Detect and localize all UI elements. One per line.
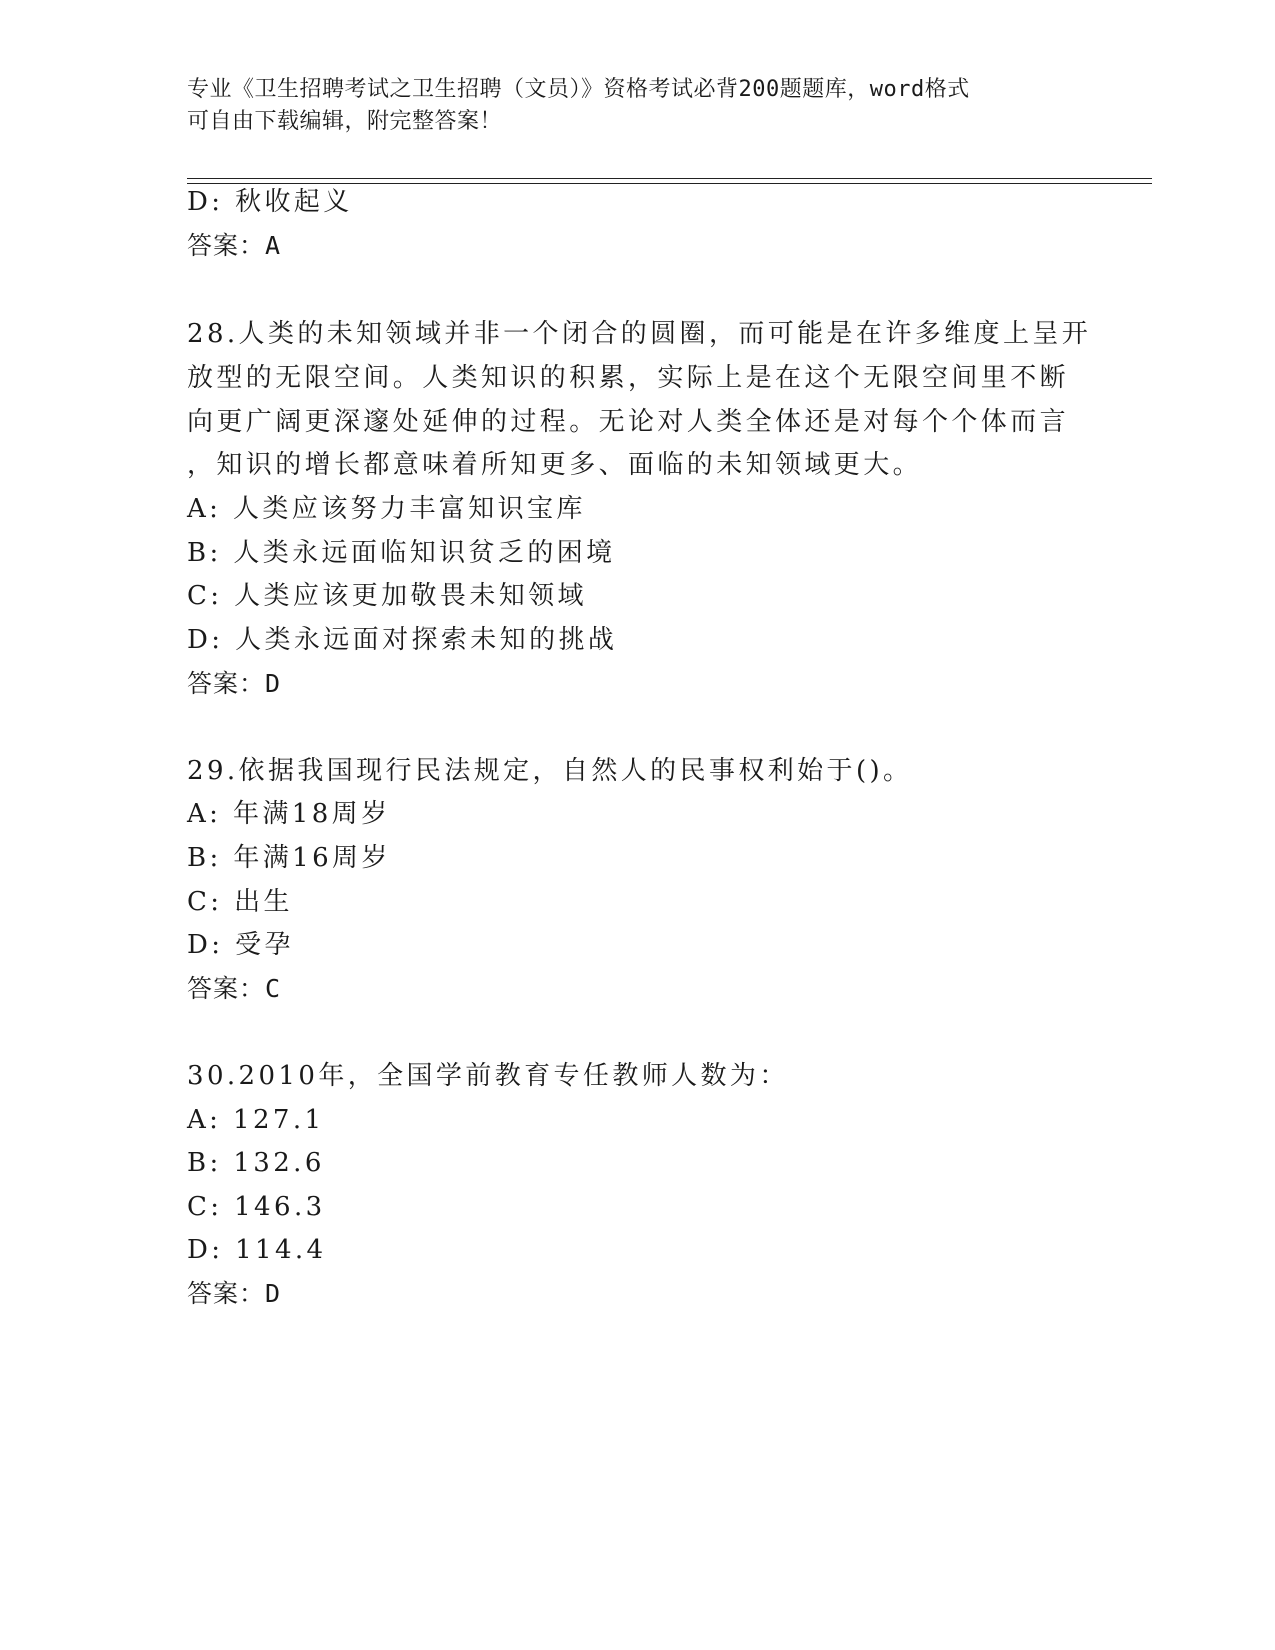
q29-option-a: A: 年满18周岁 [187, 799, 391, 829]
q28-stem-line-2: 放型的无限空间。人类知识的积累，实际上是在这个无限空间里不断 [187, 363, 1070, 393]
header-divider-top [187, 178, 1152, 179]
q28-option-d: D: 人类永远面对探索未知的挑战 [187, 625, 618, 655]
q29-option-b: B: 年满16周岁 [187, 843, 391, 873]
document-header [187, 74, 1087, 138]
q30-option-a: A: 127.1 [187, 1105, 325, 1135]
q28-stem-line-4: ，知识的增长都意味着所知更多、面临的未知领域更大。 [187, 450, 923, 480]
q29-option-d: D: 受孕 [187, 930, 294, 960]
q28-option-b: B: 人类永远面临知识贫乏的困境 [187, 538, 616, 568]
q27-answer: 答案：A [187, 231, 282, 260]
q28-option-c: C: 人类应该更加敬畏未知领域 [187, 581, 587, 611]
q28-option-a: A: 人类应该努力丰富知识宝库 [187, 494, 586, 524]
q27-option-d: D: 秋收起义 [187, 187, 353, 217]
q29-option-c: C: 出生 [187, 887, 293, 917]
q30-answer: 答案：D [187, 1279, 282, 1308]
q29-stem: 29.依据我国现行民法规定，自然人的民事权利始于()。 [187, 756, 913, 786]
q29-answer: 答案：C [187, 974, 282, 1003]
q30-stem: 30.2010年，全国学前教育专任教师人数为： [187, 1061, 789, 1091]
header-title-line-2: 可自由下载编辑，附完整答案！ [187, 109, 503, 134]
q28-stem-line-3: 向更广阔更深邃处延伸的过程。无论对人类全体还是对每个个体而言 [187, 407, 1070, 437]
q28-answer: 答案：D [187, 669, 282, 698]
q30-option-d: D: 114.4 [187, 1235, 327, 1265]
q28-stem-line-1: 28.人类的未知领域并非一个闭合的圆圈，而可能是在许多维度上呈开 [187, 319, 1092, 349]
q30-option-c: C: 146.3 [187, 1192, 326, 1222]
q30-option-b: B: 132.6 [187, 1148, 325, 1178]
header-divider-bottom [187, 183, 1152, 184]
header-title-line-1: 专业《卫生招聘考试之卫生招聘（文员）》资格考试必背200题题库，word格式 [187, 77, 970, 102]
